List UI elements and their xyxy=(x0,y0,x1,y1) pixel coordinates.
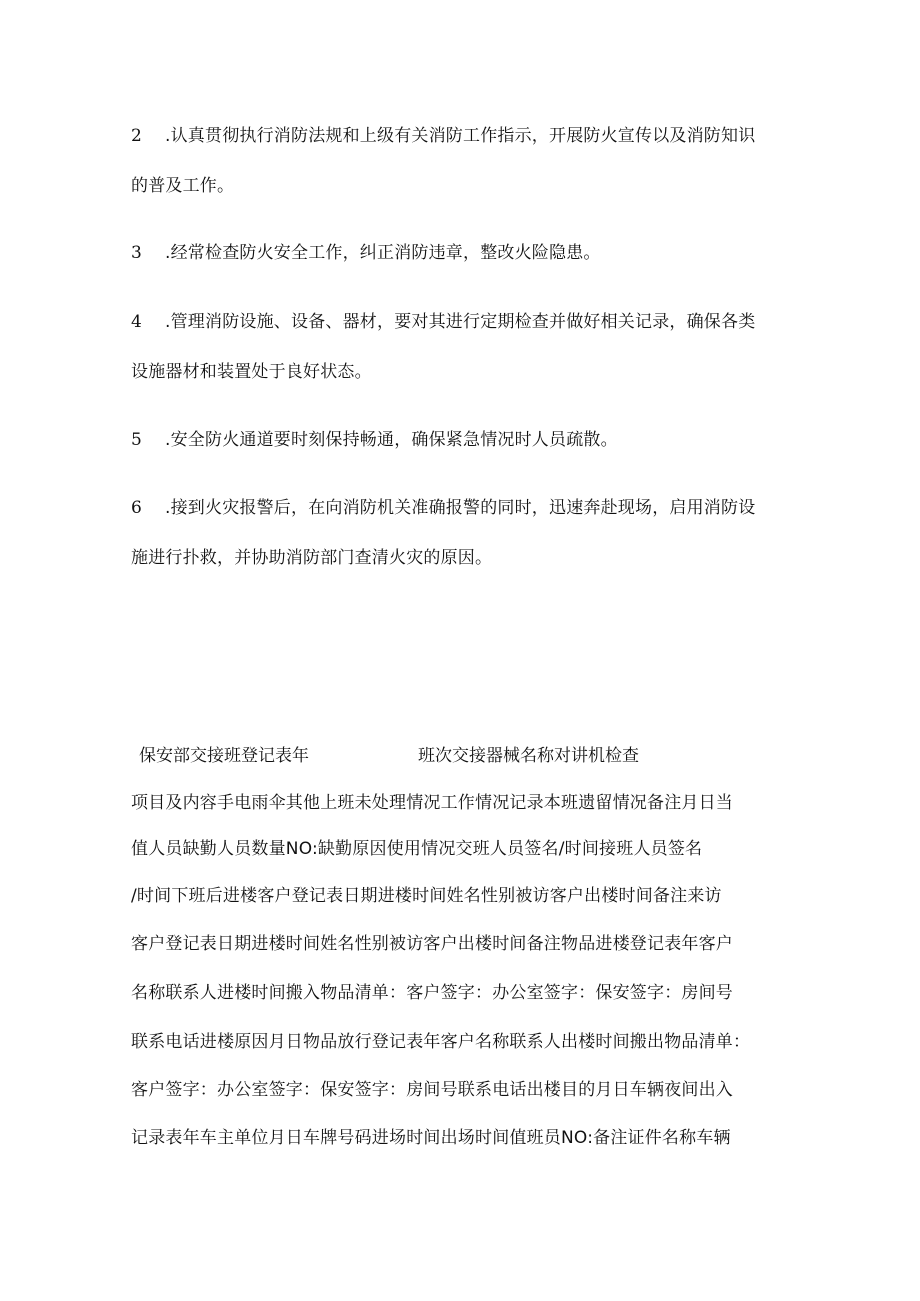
forms-line-8: 记录表年车主单位月日车牌号码进场时间出场时间值班员NO:备注证件名称车辆 xyxy=(131,1128,731,1148)
duty-item-2-line-2: 的普及工作。 xyxy=(131,176,235,196)
duty-number-6: 6 xyxy=(131,498,143,518)
duty-item-6-line-1 xyxy=(131,496,755,520)
duty-text-5: .安全防火通道要时刻保持畅通，确保紧急情况时人员疏散。 xyxy=(165,430,618,450)
forms-line-7: 客户签字：办公室签字：保安签字：房间号联系电话出楼目的月日车辆夜间出入 xyxy=(131,1080,733,1100)
duty-item-6-line-2: 施进行扑救，并协助消防部门查清火灾的原因。 xyxy=(131,548,493,568)
duty-text-2: .认真贯彻执行消防法规和上级有关消防工作指示，开展防火宣传以及消防知识 xyxy=(165,126,756,146)
duty-item-4-line-1 xyxy=(131,310,755,334)
duty-text-3: .经常检查防火安全工作，纠正消防违章，整改火险隐患。 xyxy=(165,243,601,263)
duty-number-5: 5 xyxy=(131,430,143,450)
forms-line-3: /时间下班后进楼客户登记表日期进楼时间姓名性别被访客户出楼时间备注来访 xyxy=(131,886,722,906)
duty-item-5 xyxy=(131,428,618,452)
forms-line-4: 客户登记表日期进楼时间姓名性别被访客户出楼时间备注物品进楼登记表年客户 xyxy=(131,934,733,954)
forms-line-1: 项目及内容手电雨伞其他上班未处理情况工作情况记录本班遗留情况备注月日当 xyxy=(131,793,733,813)
forms-title-right: 班次交接器械名称对讲机检查 xyxy=(418,746,639,766)
forms-line-2: 值人员缺勤人员数量NO:缺勤原因使用情况交班人员签名/时间接班人员签名 xyxy=(131,839,703,859)
duty-item-2-line-1 xyxy=(131,124,755,148)
forms-line-5: 名称联系人进楼时间搬入物品清单：客户签字：办公室签字：保安签字：房间号 xyxy=(131,983,733,1003)
duty-number-2: 2 xyxy=(131,126,143,146)
forms-line-6: 联系电话进楼原因月日物品放行登记表年客户名称联系人出楼时间搬出物品清单： xyxy=(131,1032,751,1052)
duty-number-3: 3 xyxy=(131,243,143,263)
duty-number-4: 4 xyxy=(131,312,143,332)
forms-title-left: 保安部交接班登记表年 xyxy=(139,746,309,766)
duty-item-3 xyxy=(131,241,601,265)
duty-text-6: .接到火灾报警后，在向消防机关准确报警的同时，迅速奔赴现场，启用消防设 xyxy=(165,498,756,518)
duty-text-4: .管理消防设施、设备、器材，要对其进行定期检查并做好相关记录，确保各类 xyxy=(165,312,756,332)
duty-item-4-line-2: 设施器材和装置处于良好状态。 xyxy=(131,362,372,382)
